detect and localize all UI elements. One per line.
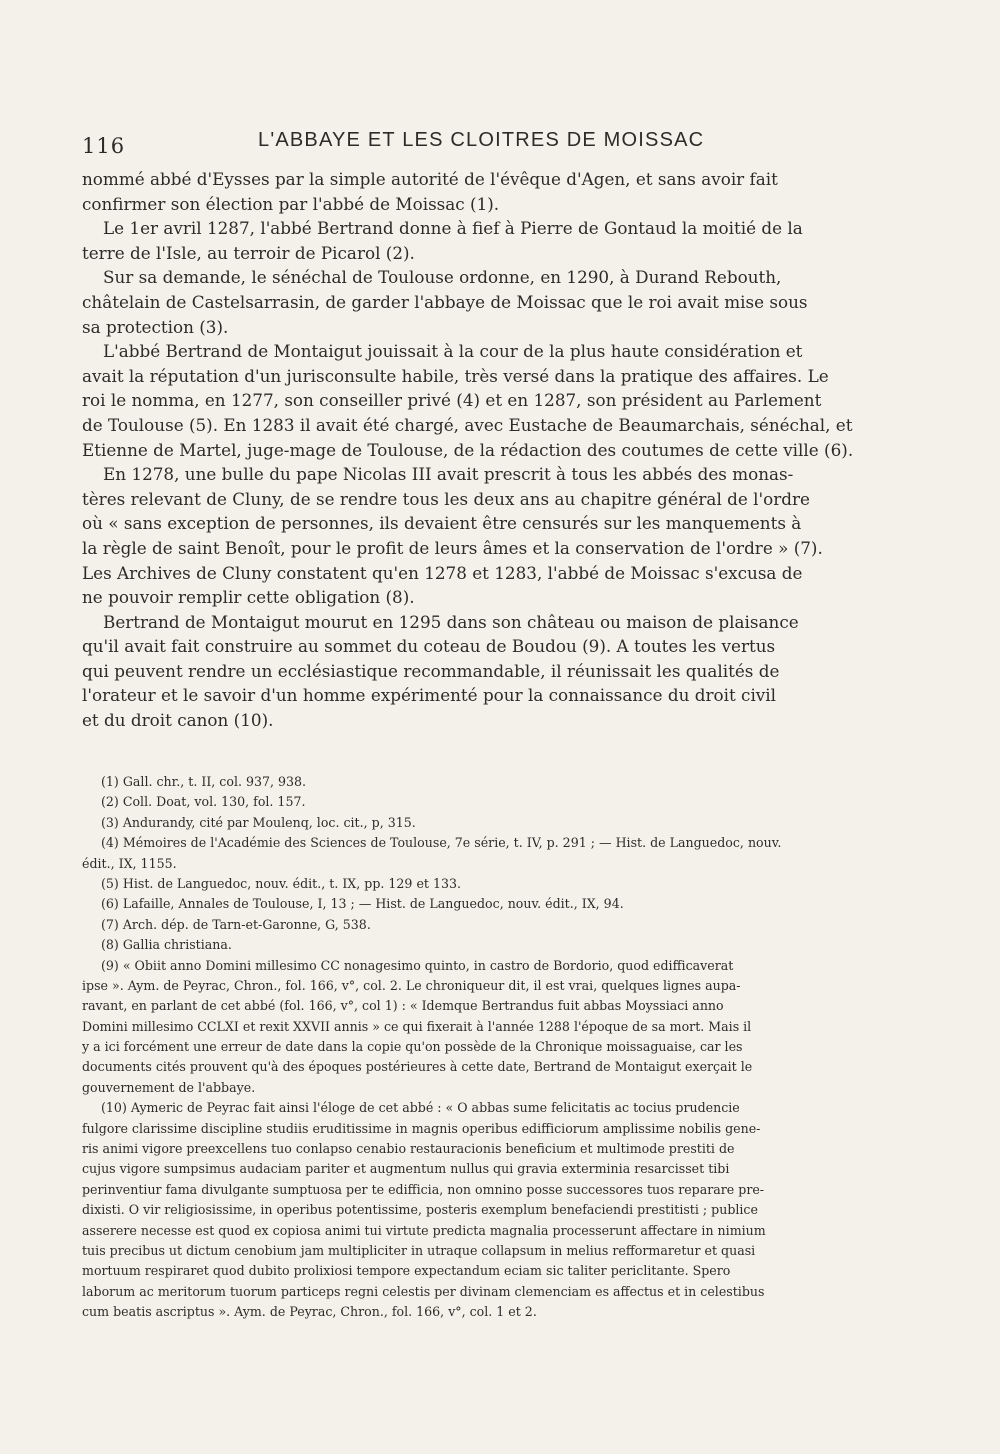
footnote-line: cujus vigore sumpsimus audaciam pariter et augmentum nullus qui gravia exterminia resarcisset tibi (82, 1161, 730, 1177)
body-text-line: qui peuvent rendre un ecclésiastique recommandable, il réunissait les qualités de (82, 660, 780, 681)
body-text-line: nommé abbé d'Eysses par la simple autorité de l'évêque d'Agen, et sans avoir fait (82, 169, 778, 189)
body-text-line: tères relevant de Cluny, de se rendre tous les deux ans au chapitre général de l'ordre (82, 488, 810, 509)
footnote-line: asserere necesse est quod ex copiosa animi tui virtute predicta magnalia processerunt affectare in nimium (82, 1222, 766, 1238)
body-text-line: Les Archives de Cluny constatent qu'en 1278 et 1283, l'abbé de Moissac s'excusa de (82, 562, 803, 583)
footnote-line: (10) Aymeric de Peyrac fait ainsi l'éloge de cet abbé : « O abbas sume felicitatis ac tocius prudencie (101, 1100, 740, 1116)
body-text-line: qu'il avait fait construire au sommet du coteau de Boudou (9). A toutes les vertus (82, 636, 776, 657)
footnote-line: (3) Andurandy, cité par Moulenq, loc. cit., p, 315. (101, 814, 416, 830)
body-text-line: avait la réputation d'un jurisconsulte habile, très versé dans la pratique des affaires. Le (82, 365, 829, 386)
footnote-line: (2) Coll. Doat, vol. 130, fol. 157. (101, 794, 306, 810)
footnote-line: ravant, en parlant de cet abbé (fol. 166, v°, col 1) : « Idemque Bertrandus fuit abbas Moyssiaci anno (82, 998, 724, 1014)
footnote-line: (7) Arch. dép. de Tarn-et-Garonne, G, 538. (101, 916, 371, 932)
body-text-line: châtelain de Castelsarrasin, de garder l'abbaye de Moissac que le roi avait mise sous (82, 291, 808, 312)
body-text-line: ne pouvoir remplir cette obligation (8). (82, 587, 415, 608)
footnote-line: ipse ». Aym. de Peyrac, Chron., fol. 166, v°, col. 2. Le chroniqueur dit, il est vrai, quelques lignes aupa- (82, 977, 741, 993)
body-text-line: sa protection (3). (82, 316, 229, 337)
body-text-line: Sur sa demande, le sénéchal de Toulouse ordonne, en 1290, à Durand Rebouth, (103, 267, 782, 288)
body-text-line: Etienne de Martel, juge-mage de Toulouse, de la rédaction des coutumes de cette ville (6). (82, 439, 854, 460)
footnote-line: (6) Lafaille, Annales de Toulouse, I, 13 ; — Hist. de Languedoc, nouv. édit., IX, 94. (101, 896, 624, 912)
footnote-line: (9) « Obiit anno Domini millesimo CC nonagesimo quinto, in castro de Bordorio, quod edifficaverat (101, 957, 734, 973)
body-text-line: terre de l'Isle, au terroir de Picarol (2). (82, 242, 415, 263)
footnote-line: perinventiur fama divulgante sumptuosa per te edifficia, non omnino posse successores tuos reparare pre- (82, 1181, 765, 1197)
footnote-line: dixisti. O vir religiosissime, in operibus potentissime, posteris exemplum benefaciendi prestitisti ; publice (82, 1202, 758, 1218)
body-text-line: où « sans exception de personnes, ils devaient être censurés sur les manquements à (82, 513, 802, 534)
footnote-line: (1) Gall. chr., t. II, col. 937, 938. (101, 774, 307, 789)
footnote-line: mortuum respiraret quod dubito prolixiosi tempore expectandum eciam sic taliter periclitante. Spero (82, 1263, 731, 1279)
body-text-line: et du droit canon (10). (82, 710, 274, 731)
main-text (82, 167, 883, 733)
body-text-line: L'abbé Bertrand de Montaigut jouissait à la cour de la plus haute considération et (103, 341, 803, 362)
footnote-line: cum beatis ascriptus ». Aym. de Peyrac, Chron., fol. 166, v°, col. 1 et 2. (82, 1304, 537, 1320)
footnote-line: gouvernement de l'abbaye. (82, 1079, 256, 1095)
footnotes (82, 772, 883, 1323)
body-text-line: roi le nomma, en 1277, son conseiller privé (4) et en 1287, son président au Parlement (82, 390, 822, 411)
body-text-line: confirmer son élection par l'abbé de Moissac (1). (82, 193, 500, 214)
footnote-line: (5) Hist. de Languedoc, nouv. édit., t. IX, pp. 129 et 133. (101, 875, 461, 891)
footnote-line: (4) Mémoires de l'Académie des Sciences de Toulouse, 7e série, t. IV, p. 291 ; — Hist. de Languedoc, nouv. (101, 835, 782, 851)
footnote-line: documents cités prouvent qu'à des époques postérieures à cette date, Bertrand de Montaigut exerçait le (82, 1059, 753, 1075)
footnote-line: (8) Gallia christiana. (101, 937, 232, 953)
footnote-line: édit., IX, 1155. (82, 855, 177, 871)
running-title: L'ABBAYE ET LES CLOITRES DE MOISSAC (258, 129, 705, 151)
body-text-line: En 1278, une bulle du pape Nicolas III avait prescrit à tous les abbés des monas- (103, 464, 794, 485)
footnote-line: laborum ac meritorum tuorum particeps regni celestis per divinam clemenciam es affectus et in celestibus (82, 1283, 765, 1299)
body-text-line: l'orateur et le savoir d'un homme expérimenté pour la connaissance du droit civil (82, 685, 777, 706)
footnote-line: y a ici forcément une erreur de date dans la copie qu'on possède de la Chronique moissaguaise, car les (82, 1039, 743, 1055)
body-text-line: la règle de saint Benoît, pour le profit de leurs âmes et la conservation de l'ordre » (7). (82, 537, 823, 558)
body-text-line: Le 1er avril 1287, l'abbé Bertrand donne à fief à Pierre de Gontaud la moitié de la (103, 218, 803, 239)
footnote-line: Domini millesimo CCLXI et rexit XXVII annis » ce qui fixerait à l'année 1288 l'époque de sa mort. Mais il (82, 1018, 752, 1034)
body-text-line: Bertrand de Montaigut mourut en 1295 dans son château ou maison de plaisance (103, 611, 799, 632)
page-number: 116 (82, 134, 126, 158)
footnote-line: ris animi vigore preexcellens tuo conlapso cenabio restauracionis beneficium et multimode prestiti de (82, 1141, 735, 1157)
body-text-line: de Toulouse (5). En 1283 il avait été chargé, avec Eustache de Beaumarchais, sénéchal, et (82, 414, 853, 435)
footnote-line: fulgore clarissime discipline studiis eruditissime in magnis operibus edifficiorum amplissime nobilis gene- (82, 1120, 761, 1136)
footnote-line: tuis precibus ut dictum cenobium jam multipliciter in utraque collapsum in melius refformaretur et quasi (82, 1242, 756, 1258)
